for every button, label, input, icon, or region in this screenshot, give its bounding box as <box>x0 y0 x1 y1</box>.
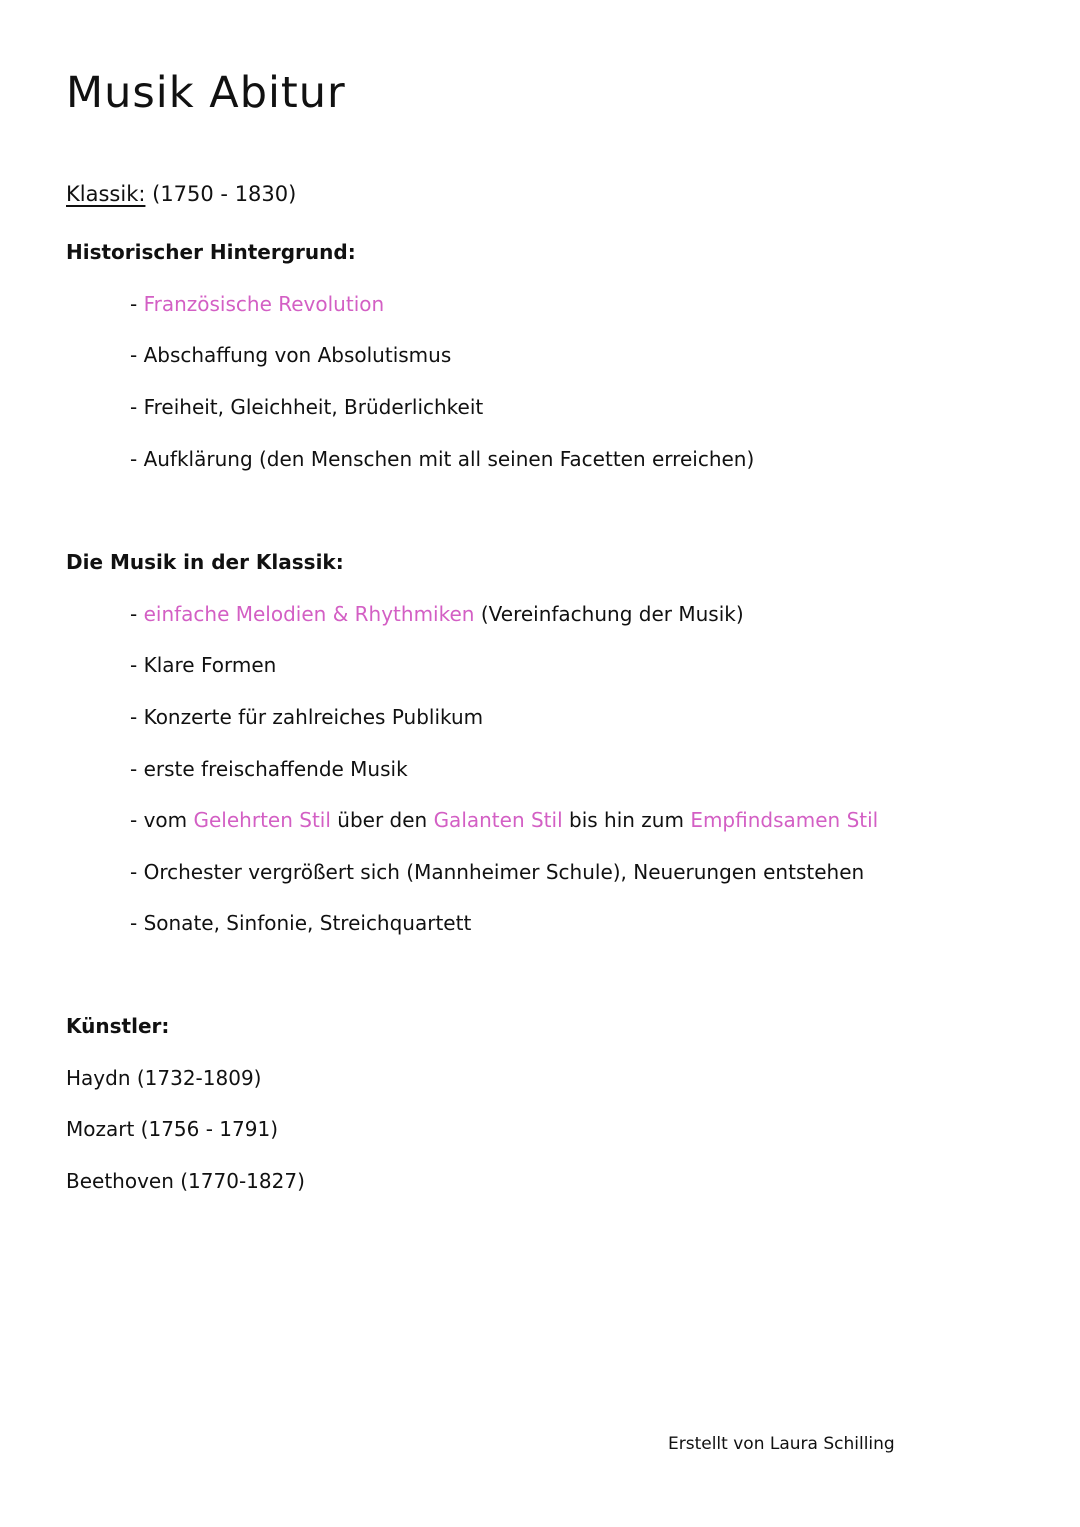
epoch-period: (1750 - 1830) <box>152 182 297 206</box>
epoch-name: Klassik: <box>66 182 146 206</box>
list-item: - Konzerte für zahlreiches Publikum <box>130 705 484 729</box>
page-title: Musik Abitur <box>66 68 346 118</box>
section-heading-artists: Künstler: <box>66 1014 170 1038</box>
artist-item: Mozart (1756 - 1791) <box>66 1117 279 1141</box>
artist-item: Beethoven (1770-1827) <box>66 1169 305 1193</box>
artist-item: Haydn (1732-1809) <box>66 1066 262 1090</box>
section-heading-historical: Historischer Hintergrund: <box>66 240 356 264</box>
list-item: - Sonate, Sinfonie, Streichquartett <box>130 911 472 935</box>
section-heading-music: Die Musik in der Klassik: <box>66 550 344 574</box>
highlight-text: Französische Revolution <box>143 292 385 316</box>
epoch-heading <box>66 182 296 206</box>
highlight-text: Galanten Stil <box>433 808 563 832</box>
highlight-text: Empfindsamen Stil <box>690 808 879 832</box>
list-item: - Französische Revolution <box>130 292 385 316</box>
list-item: - einfache Melodien & Rhythmiken (Vereinfachung der Musik) <box>130 602 744 626</box>
list-item: - Abschaffung von Absolutismus <box>130 343 452 367</box>
author-credit: Erstellt von Laura Schilling <box>668 1434 895 1454</box>
list-item: - Orchester vergrößert sich (Mannheimer Schule), Neuerungen entstehen <box>130 860 865 884</box>
highlight-text: Gelehrten Stil <box>193 808 331 832</box>
list-item: - Freiheit, Gleichheit, Brüderlichkeit <box>130 395 484 419</box>
highlight-text: einfache Melodien & Rhythmiken <box>143 602 475 626</box>
list-item: - vom Gelehrten Stil über den Galanten Stil bis hin zum Empfindsamen Stil <box>130 808 879 832</box>
list-item: - Aufklärung (den Menschen mit all seinen Facetten erreichen) <box>130 447 755 471</box>
list-item: - erste freischaffende Musik <box>130 757 408 781</box>
list-item: - Klare Formen <box>130 653 277 677</box>
